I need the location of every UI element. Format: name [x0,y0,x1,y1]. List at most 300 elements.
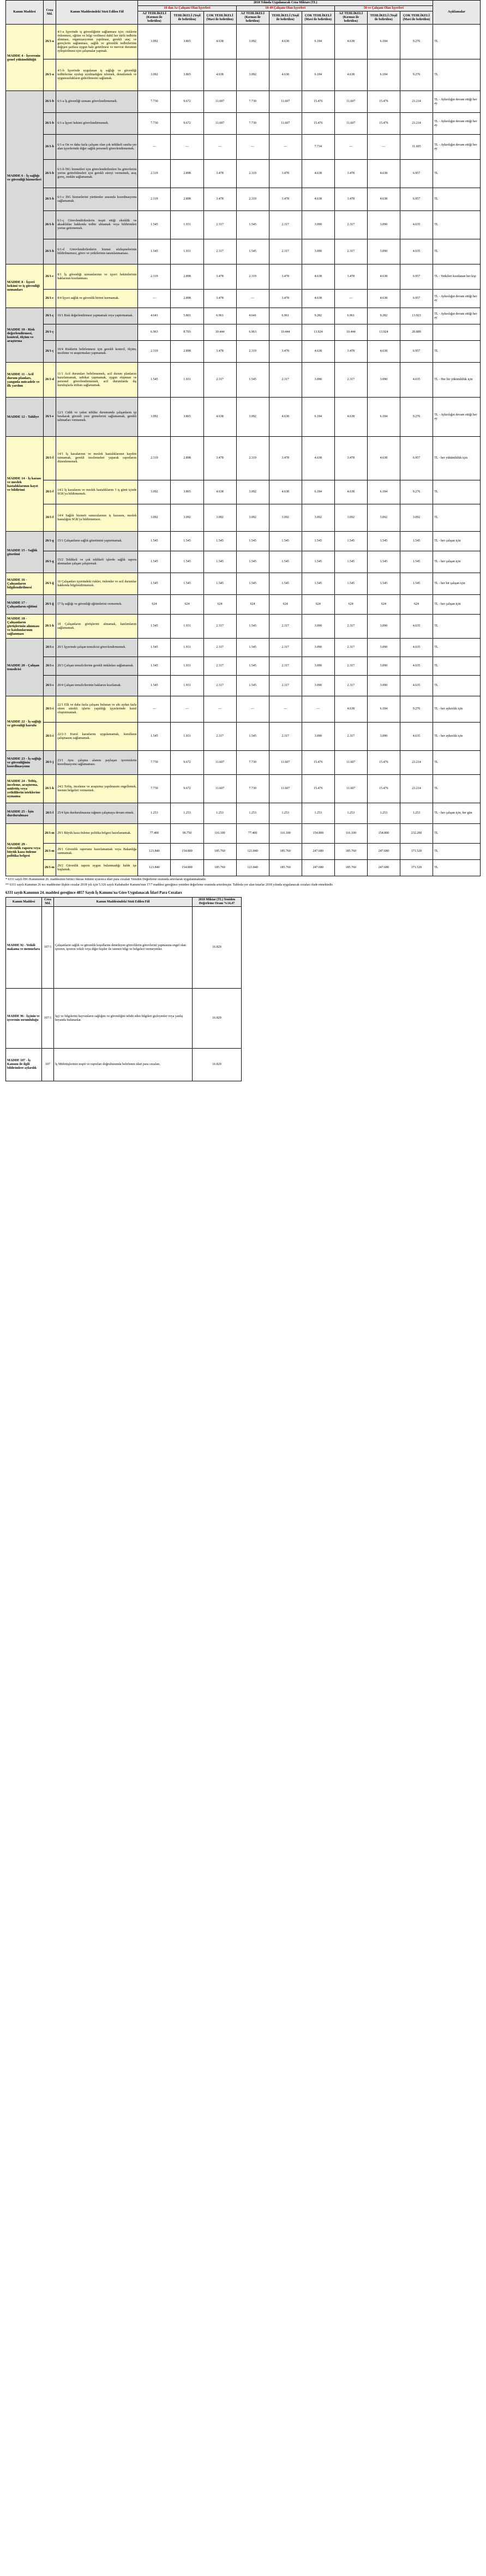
table-row [6,751,481,775]
aciklama-cell: TL - her çalışan için [433,595,481,615]
kanun-maddesi-cell: MADDE 8 - İşyeri hekimi ve iş güvenliği uzmanları [6,264,44,308]
ceza-miktari-cell: 13.923 [400,308,433,324]
ceza-miktari-cell: 1.931 [171,615,203,639]
idari-row [6,907,242,989]
ceza-miktari-cell: 7.730 [138,751,171,775]
penalty-table [5,0,481,876]
ceza-miktari-cell: 4.638 [203,398,236,437]
ceza-miktari-cell: 3.090 [367,211,400,239]
idari-header-madde: Kanun Maddesi [6,898,42,907]
ceza-miktari-cell: 3.092 [367,504,400,532]
ceza-miktari-cell: 1.545 [138,639,171,657]
ceza-miktari-cell: 3.090 [302,657,334,676]
ceza-miktari-cell: 23.214 [400,751,433,775]
kanun-maddesi-cell: MADDE 22 - İş sağlığı ve güvenliği kurulu [6,696,44,751]
ceza-miktari-cell: 3.865 [171,480,203,504]
fiil-cell: 6/1-a On ve daha fazla çalışanı olan çok tehlikeli sınıfta yer alan işyerlerinde diğer sağlık personeli görevlendirmemek. [56,135,138,160]
ceza-md-cell: 26/1-b [43,188,56,211]
ceza-miktari-cell: 1.545 [203,573,236,595]
aciklama-cell: TL [433,615,481,639]
ceza-miktari-cell: 11.607 [334,91,367,113]
ceza-miktari-cell: — [269,696,302,723]
kanun-maddesi-cell: MADDE 6 - İş sağlığı ve güvenliği hizmetleri [6,91,44,264]
ceza-md-cell: 26/1-e [43,398,56,437]
ceza-miktari-cell: 6.961 [269,308,302,324]
ceza-md-cell: 26/1-m [43,860,56,876]
ceza-miktari-cell: 11.607 [203,113,236,135]
ceza-miktari-cell: 185.760 [203,860,236,876]
ceza-miktari-cell: 1.545 [138,657,171,676]
ceza-miktari-cell: 3.478 [269,290,302,308]
aciklama-cell: TL - Aykırılığın devam ettiği her ay [433,398,481,437]
fiil-cell: 15/1 Çalışanların sağlık gözetimini yaptırmamak. [56,532,138,551]
aciklama-cell: TL - Yetkileri kısıtlanan her kişi [433,264,481,290]
ceza-miktari-cell: 11.607 [269,751,302,775]
table-row [6,639,481,657]
ceza-miktari-cell: 3.478 [269,437,302,480]
ceza-miktari-cell: 1.931 [171,676,203,696]
ceza-miktari-cell: 624 [400,595,433,615]
sub-header-cell: ÇOK TEHLİKELİ (Mavi ile belirtilen) [400,11,433,25]
table-row [6,91,481,113]
aciklama-cell: TL - her çalışan için [433,532,481,551]
ceza-miktari-cell: 2.317 [269,239,302,264]
ceza-miktari-cell: 123.840 [236,860,269,876]
aciklama-cell: TL [433,824,481,844]
aciklama-cell: TL - Aykırılığın devam ettiği her ay [433,113,481,135]
ceza-miktari-cell: — [236,135,269,160]
ceza-miktari-cell: 9.276 [400,480,433,504]
table-row [6,25,481,59]
aciklama-cell: TL - Aykırılığın devam ettiği her ay [433,135,481,160]
ceza-miktari-cell: 4.641 [236,308,269,324]
sub-header-cell: ÇOK TEHLİKELİ (Mavi ile belirtilen) [302,11,334,25]
ceza-miktari-cell: 371.520 [400,860,433,876]
fiil-cell: 20/1 İşyerinde çalışan temsilcisi görevlendirmemek. [56,639,138,657]
fiil-cell: 20/3 Çalışan temsilcilerine gerekli imkânları sağlamamak. [56,657,138,676]
sub-header-cell: TEHLİKELİ (Yeşil ile belirtilen) [171,11,203,25]
ceza-miktari-cell: 624 [269,595,302,615]
ceza-miktari-cell: 2.319 [236,437,269,480]
idari-ceza-cell: 107 [42,1049,54,1081]
ceza-miktari-cell: 1.545 [171,532,203,551]
kanun-maddesi-cell: MADDE 20 - Çalışan temsilcisi [6,639,44,696]
ceza-miktari-cell: 624 [138,595,171,615]
ceza-miktari-cell: 13.924 [367,324,400,341]
ceza-miktari-cell: 1.545 [302,551,334,573]
aciklama-cell: TL [433,676,481,696]
ceza-miktari-cell: 8.703 [171,324,203,341]
sub-header-cell: AZ TEHLİKELİ (Kırmızı ile belirtilen) [138,11,171,25]
idari-madde-cell: MADDE 96 - İşçinin ve işverenin sorumluluğu [6,989,42,1049]
kanun-maddesi-cell: MADDE 11 - Acil durum planları, yangınla mücadele ve ilk yardım [6,363,44,398]
fiil-cell: 18 Çalışanların görüşlerini almamak, katılımlarını sağlamamak. [56,615,138,639]
ceza-miktari-cell: 13.924 [302,324,334,341]
ceza-md-cell: 26/1-f [43,504,56,532]
idari-row [6,1049,242,1081]
ceza-miktari-cell: 4.638 [203,480,236,504]
ceza-miktari-cell: 2.319 [138,188,171,211]
ceza-miktari-cell: 23.214 [400,91,433,113]
table-row [6,480,481,504]
ceza-miktari-cell: 4.638 [302,160,334,188]
header-kanun-maddesi: Kanun Maddesi [6,1,44,25]
ceza-miktari-cell: 2.317 [334,239,367,264]
aciklama-cell: TL - Her bir yükümlülük için [433,363,481,398]
ceza-miktari-cell: 3.092 [302,504,334,532]
idari-header-miktar: 2018 Miktar (TL) Yeniden Değerleme Oranı %14,47 [193,898,242,907]
ceza-miktari-cell: 11.607 [334,775,367,803]
ceza-miktari-cell: 4.638 [269,398,302,437]
ceza-miktari-cell: — [236,696,269,723]
ceza-miktari-cell: 1.545 [400,551,433,573]
ceza-miktari-cell: 3.478 [203,437,236,480]
aciklama-cell: TL [433,844,481,860]
ceza-miktari-cell: 2.317 [334,211,367,239]
aciklama-cell: TL [433,25,481,59]
ceza-md-cell: 26/1-m [43,824,56,844]
ceza-miktari-cell: 1.545 [203,551,236,573]
ceza-miktari-cell: 4.638 [302,290,334,308]
ceza-miktari-cell: 1.545 [334,532,367,551]
table-row [6,775,481,803]
table-row [6,860,481,876]
table-row [6,676,481,696]
ceza-miktari-cell: 3.090 [302,639,334,657]
ceza-miktari-cell: 247.680 [302,844,334,860]
ceza-miktari-cell: 154.800 [171,844,203,860]
ceza-miktari-cell: 3.092 [138,59,171,91]
kanun-maddesi-cell: MADDE 29 - Güvenlik raporu veya büyük kaza önleme politika belgesi [6,824,44,876]
ceza-miktari-cell: 1.545 [269,532,302,551]
ceza-miktari-cell: 11.607 [203,751,236,775]
ceza-miktari-cell: 1.545 [236,657,269,676]
table-row [6,239,481,264]
ceza-miktari-cell: 2.317 [203,363,236,398]
ceza-md-cell: 26/1-c [43,290,56,308]
ceza-miktari-cell: 3.478 [269,160,302,188]
ceza-miktari-cell: 3.090 [302,676,334,696]
ceza-miktari-cell: 11.607 [334,113,367,135]
ceza-miktari-cell: 3.090 [367,657,400,676]
sub-header-cell: TEHLİKELİ (Yeşil ile belirtilen) [269,11,302,25]
ceza-miktari-cell: 1.545 [236,639,269,657]
table-row [6,188,481,211]
ceza-miktari-cell: 4.635 [400,723,433,751]
ceza-miktari-cell: 2.317 [203,239,236,264]
ceza-miktari-cell: 6.957 [400,290,433,308]
ceza-miktari-cell: 624 [367,595,400,615]
ceza-miktari-cell: 4.638 [302,437,334,480]
ceza-miktari-cell: 3.092 [269,504,302,532]
ceza-miktari-cell: 2.317 [269,363,302,398]
ceza-miktari-cell: 4.635 [400,676,433,696]
ceza-miktari-cell: 1.545 [269,573,302,595]
ceza-miktari-cell: 3.092 [203,504,236,532]
ceza-miktari-cell: 3.090 [367,615,400,639]
ceza-miktari-cell: 6.184 [367,398,400,437]
ceza-md-cell: 26/1-b [43,135,56,160]
ceza-miktari-cell: 6.184 [302,398,334,437]
aciklama-cell: TL - Aykırılığın devam ettiği her ay [433,91,481,113]
ceza-miktari-cell: 1.545 [367,573,400,595]
ceza-miktari-cell: 11.607 [269,113,302,135]
ceza-miktari-cell: 1.931 [171,363,203,398]
aciklama-cell: TL - her çalışan için [433,551,481,573]
ceza-miktari-cell: 9.672 [171,91,203,113]
fiil-cell: 4/1-b İşyerinde uygulanan iş sağlığı ve güvenliği tedbirlerine uyulup uyulmadığını izlemek, denetlemek ve uygunsuzlukların giderilmesini sağlamak. [56,59,138,91]
table-row [6,59,481,91]
fiil-cell: 16 Çalışanları işyerindeki riskler, önlemler ve acil durumlar hakkında bilgilendirmemek. [56,573,138,595]
header-year-title: 2018 Yılında Uygulanacak Ceza Miktarı (TL) [138,1,433,6]
kanun-maddesi-cell: MADDE 24 - Teftiş, inceleme, araştırma, müfettiş veya yetkililerin isteklerine uymama [6,775,44,803]
ceza-miktari-cell: — [269,135,302,160]
ceza-miktari-cell: 2.319 [236,341,269,363]
fiil-cell: 10/4 Risklerin belirlenmesi için gerekli kontrol, ölçüm, inceleme ve araştırmaları yapmamak. [56,341,138,363]
ceza-miktari-cell: 1.545 [138,363,171,398]
ceza-miktari-cell: 1.545 [236,573,269,595]
ceza-miktari-cell: 1.545 [138,573,171,595]
ceza-miktari-cell: 1.545 [236,211,269,239]
ceza-miktari-cell: 6.184 [367,696,400,723]
ceza-miktari-cell: 10.444 [334,324,367,341]
ceza-miktari-cell: 1.253 [203,803,236,824]
ceza-miktari-cell: 15.476 [302,751,334,775]
ceza-miktari-cell: 1.545 [138,615,171,639]
ceza-miktari-cell: — [171,135,203,160]
ceza-miktari-cell: 185.760 [269,860,302,876]
kanun-maddesi-cell: MADDE 4 - İşverenin genel yükümlülüğü [6,25,44,91]
ceza-miktari-cell: 3.092 [171,504,203,532]
ceza-miktari-cell: 4.638 [367,160,400,188]
ceza-miktari-cell: 1.545 [269,551,302,573]
ceza-miktari-cell: 4.638 [269,480,302,504]
table-row [6,723,481,751]
ceza-miktari-cell: 4.635 [400,363,433,398]
ceza-miktari-cell: 116.100 [203,824,236,844]
ceza-miktari-cell: 3.090 [367,676,400,696]
fiil-cell: 17 İş sağlığı ve güvenliği eğitimlerini vermemek. [56,595,138,615]
fiil-cell: 14/1 İş kazalarının ve meslek hastalıklarının kaydını tutmamak, gerekli incelemeleri yaparak raporlarını düzenlememek. [56,437,138,480]
ceza-miktari-cell: 2.317 [269,211,302,239]
ceza-md-cell: 26/1-ı [43,639,56,657]
ceza-miktari-cell: 6.957 [400,341,433,363]
ceza-miktari-cell: 116.100 [269,824,302,844]
idari-miktar-cell: 16.829 [193,989,242,1049]
aciklama-cell: TL [433,188,481,211]
ceza-miktari-cell: 11.607 [203,91,236,113]
ceza-miktari-cell: 2.898 [171,160,203,188]
ceza-miktari-cell: 6.957 [400,264,433,290]
ceza-miktari-cell: — [367,135,400,160]
ceza-md-cell: 26/1-h [43,615,56,639]
ceza-miktari-cell: 3.478 [203,341,236,363]
ceza-miktari-cell: 6.961 [334,308,367,324]
fiil-cell: 24/2 Teftiş, inceleme ve araştırma yapılmasını engellemek, istenen belgeleri vermemek. [56,775,138,803]
ceza-miktari-cell: 10.444 [269,324,302,341]
kanun-maddesi-cell: MADDE 25 - İşin durdurulması [6,803,44,824]
ceza-miktari-cell: 11.607 [269,91,302,113]
ceza-miktari-cell: 1.545 [400,573,433,595]
ceza-miktari-cell: 1.253 [302,803,334,824]
ceza-miktari-cell: 4.638 [302,264,334,290]
ceza-miktari-cell: 2.317 [269,657,302,676]
ceza-miktari-cell: 1.545 [236,551,269,573]
table-row [6,398,481,437]
ceza-miktari-cell: 6.961 [203,308,236,324]
ceza-miktari-cell: 624 [302,595,334,615]
ceza-miktari-cell: 1.545 [236,723,269,751]
ceza-md-cell: 26/1-i [43,696,56,723]
fiil-cell: 29/2 Güvenlik raporu uygun bulunmadığı halde işe başlamak. [56,860,138,876]
ceza-miktari-cell: — [334,135,367,160]
ceza-miktari-cell: 3.092 [138,25,171,59]
header-ceza-md: Ceza Md. [43,1,56,25]
ceza-miktari-cell: 2.898 [171,264,203,290]
ceza-md-cell: 26/1-b [43,239,56,264]
ceza-miktari-cell: — [138,696,171,723]
aciklama-cell: TL [433,657,481,676]
ceza-miktari-cell: 624 [334,595,367,615]
ceza-miktari-cell: 2.898 [171,341,203,363]
ceza-miktari-cell: 1.545 [367,551,400,573]
ceza-miktari-cell: 3.478 [334,437,367,480]
ceza-miktari-cell: 1.545 [171,573,203,595]
ceza-miktari-cell: 3.092 [236,480,269,504]
ceza-miktari-cell: 4.635 [400,239,433,264]
ceza-miktari-cell: 1.545 [236,615,269,639]
ceza-miktari-cell: 7.730 [236,775,269,803]
ceza-miktari-cell: 7.730 [236,751,269,775]
ceza-miktari-cell: 2.317 [334,676,367,696]
table-row [6,211,481,239]
ceza-miktari-cell: 3.478 [334,264,367,290]
ceza-miktari-cell: 3.865 [171,25,203,59]
sub-header-cell: ÇOK TEHLİKELİ (Mavi ile belirtilen) [203,11,236,25]
table-row [6,551,481,573]
aciklama-cell: TL [433,211,481,239]
ceza-miktari-cell: 7.730 [138,113,171,135]
ceza-miktari-cell: 7.734 [302,135,334,160]
ceza-md-cell: 26/1-b [43,91,56,113]
aciklama-cell: TL [433,751,481,775]
fiil-cell: 10/1 Risk değerlendirmesi yapmamak veya yaptırmamak. [56,308,138,324]
idari-table [5,897,242,1081]
ceza-miktari-cell: 185.760 [269,844,302,860]
table-row [6,437,481,480]
ceza-miktari-cell: 15.476 [367,751,400,775]
ceza-miktari-cell: 3.092 [138,480,171,504]
ceza-md-cell: 26/1-j [43,751,56,775]
idari-fiil-cell: İş Müfettişlerinin tespit ve raporları doğrultusunda belirlenen idari para cezaları. [54,1049,193,1081]
fiil-cell: 29/1 Güvenlik raporunu hazırlamamak veya Bakanlığa sunmamak. [56,844,138,860]
aciklama-cell: TL - Aykırılığın devam ettiği her ay [433,290,481,308]
ceza-miktari-cell: 3.478 [334,188,367,211]
ceza-miktari-cell: 1.931 [171,211,203,239]
ceza-md-cell: 26/1-ı [43,676,56,696]
header-group-medium: 10-49 Çalışanı Olan İşyerleri [236,6,334,11]
ceza-miktari-cell: 1.545 [138,211,171,239]
ceza-md-cell: 26/1-ç [43,308,56,324]
ceza-miktari-cell: 7.730 [236,91,269,113]
fiil-cell [56,324,138,341]
ceza-miktari-cell: 23.214 [400,113,433,135]
ceza-miktari-cell: — [334,290,367,308]
ceza-md-cell: 26/1-ç [43,341,56,363]
fiil-cell: 8/1 İş güvenliği uzmanlarının ve işyeri hekimlerinin haklarının kısıtlanması. [56,264,138,290]
ceza-miktari-cell: 9.276 [400,398,433,437]
ceza-miktari-cell: 6.957 [400,188,433,211]
ceza-miktari-cell: 6.957 [400,437,433,480]
ceza-miktari-cell: 4.638 [334,59,367,91]
ceza-miktari-cell: 4.638 [367,290,400,308]
ceza-miktari-cell: 247.680 [367,844,400,860]
ceza-md-cell: 26/1-ğ [43,573,56,595]
ceza-miktari-cell: 1.545 [334,551,367,573]
fiil-cell: 14/4 Sağlık hizmeti sunucularının iş kazasını, meslek hastalığını SGK'ya bildirmemesi. [56,504,138,532]
ceza-md-cell: 26/1-d [43,363,56,398]
kanun-maddesi-cell: MADDE 15 - Sağlık gözetimi [6,532,44,573]
ceza-miktari-cell: 371.520 [400,844,433,860]
ceza-miktari-cell: 9.276 [400,25,433,59]
footnote-text: * 6331 sayılı İSG Kanununun 26. maddesinin birinci fıkrası hükmü uyarınca idari para cezaları Yeniden Değerleme oranında artırılarak uygulanmaktadır. [5,878,207,881]
fiil-cell: 11/1 Acil durumları belirlememek, acil durum planlarını hazırlamamak, tatbikat yapmamak, uygun ekipman ve personel görevlendirmemek, acil durumlarda dış kuruluşlarla irtibatı sağlamamak. [56,363,138,398]
ceza-miktari-cell: 3.092 [236,25,269,59]
ceza-miktari-cell: 3.090 [302,615,334,639]
ceza-miktari-cell: 3.865 [171,398,203,437]
ceza-miktari-cell: 3.478 [269,341,302,363]
kanun-maddesi-cell: MADDE 16 - Çalışanların bilgilendirilmesi [6,573,44,595]
aciklama-cell: TL [433,504,481,532]
ceza-miktari-cell: 9.672 [171,775,203,803]
table-row [6,363,481,398]
table-row [6,160,481,188]
ceza-miktari-cell: 3.478 [269,188,302,211]
ceza-miktari-cell: 20.889 [400,324,433,341]
ceza-miktari-cell: — [138,290,171,308]
ceza-miktari-cell: 77.400 [236,824,269,844]
idari-fiil-cell: İşçi ve bilgilerini hayvanların sağlığını ve güvenliğini tehdit eden bilgileri gizleyenler veya yanlış beyanda bulunanlar. [54,989,193,1049]
ceza-md-cell: 26/1-a [43,25,56,59]
fiil-cell: 4/1-a İşyerinde iş güvenliğinin sağlanması için; risklerin önlenmesi, eğitim ve bilgi verilmesi dahil her türlü tedbirin alınması, organizasyonun yapılması, gerekli araç ve gereçlerin sağlanması, sağlık ve güvenlik tedbirlerinin değişen şartlara uygun hale getirilmesi ve mevcut durumun iyileştirilmesi için çalışmalar yapmak. [56,25,138,59]
ceza-miktari-cell: 2.317 [203,657,236,676]
ceza-miktari-cell: 3.090 [367,363,400,398]
ceza-miktari-cell: 1.545 [400,532,433,551]
ceza-miktari-cell: 2.317 [334,723,367,751]
header-fiil: Kanun Maddesindeki Sözü Edilen Fiil [56,1,138,25]
ceza-miktari-cell: 1.253 [236,803,269,824]
ceza-miktari-cell: 1.545 [302,532,334,551]
ceza-md-cell: 26/1-g [43,532,56,551]
ceza-miktari-cell: 4.638 [367,437,400,480]
ceza-miktari-cell: 4.638 [334,25,367,59]
ceza-miktari-cell: 5.801 [171,308,203,324]
fiil-cell: 8/4 İşyeri sağlık ve güvenlik birimi kurmamak. [56,290,138,308]
ceza-miktari-cell: — [203,696,236,723]
ceza-miktari-cell: 154.800 [302,824,334,844]
ceza-miktari-cell: 185.760 [334,844,367,860]
table-row [6,803,481,824]
sub-header-cell: AZ TEHLİKELİ (Kırmızı ile belirtilen) [236,11,269,25]
table-row [6,844,481,860]
ceza-miktari-cell: 3.092 [138,398,171,437]
ceza-miktari-cell: 4.635 [400,657,433,676]
ceza-miktari-cell: 3.090 [302,723,334,751]
ceza-miktari-cell: 4.638 [203,25,236,59]
ceza-miktari-cell: — [203,135,236,160]
ceza-miktari-cell: 3.092 [236,504,269,532]
ceza-miktari-cell: 3.478 [334,160,367,188]
